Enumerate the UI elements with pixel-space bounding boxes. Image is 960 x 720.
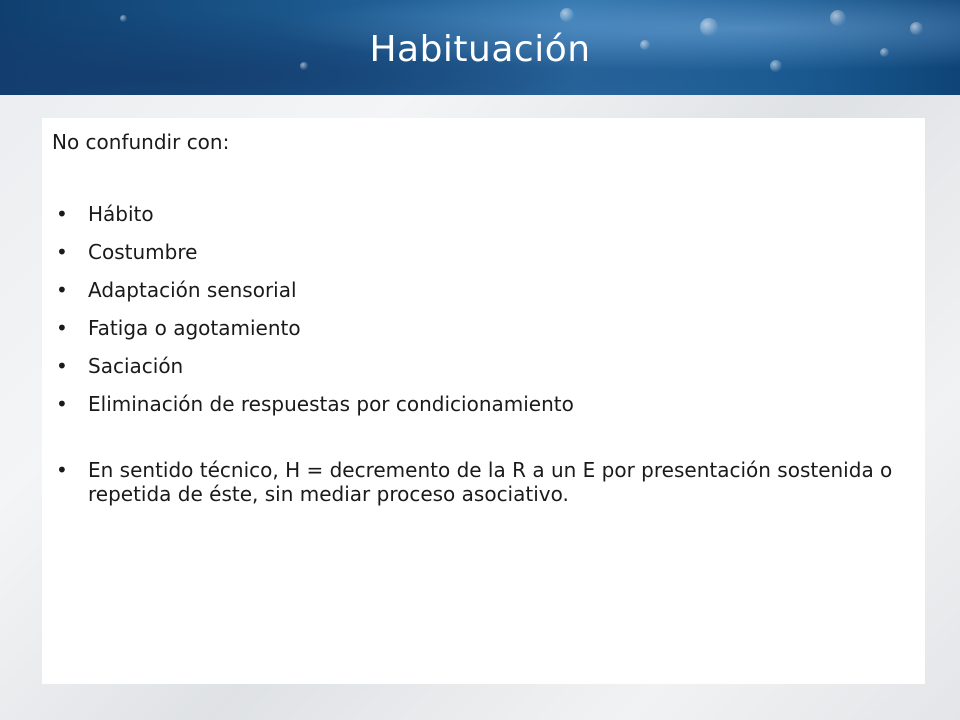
title-banner xyxy=(0,0,960,95)
slide-title: Habituación xyxy=(369,29,591,70)
bullet-item-fatiga: • Fatiga o agotamiento xyxy=(42,316,902,340)
bullet-item-definition: • En sentido técnico, H = decremento de la R a un E por presentación sostenida o repetida de éste, sin mediar proceso asociativo. xyxy=(42,458,902,506)
water-drop xyxy=(560,8,574,22)
intro-text: No confundir con: xyxy=(52,130,230,154)
content-panel xyxy=(42,118,925,684)
bullet-item-adaptacion-sensorial: • Adaptación sensorial xyxy=(42,278,902,302)
water-drop xyxy=(120,15,127,22)
bullet-item-habito: • Hábito xyxy=(42,202,902,226)
bullet-item-saciacion: • Saciación xyxy=(42,354,902,378)
bullet-item-costumbre: • Costumbre xyxy=(42,240,902,264)
bullet-list xyxy=(42,202,902,520)
bullet-item-eliminacion: • Eliminación de respuestas por condicionamiento xyxy=(42,392,902,416)
